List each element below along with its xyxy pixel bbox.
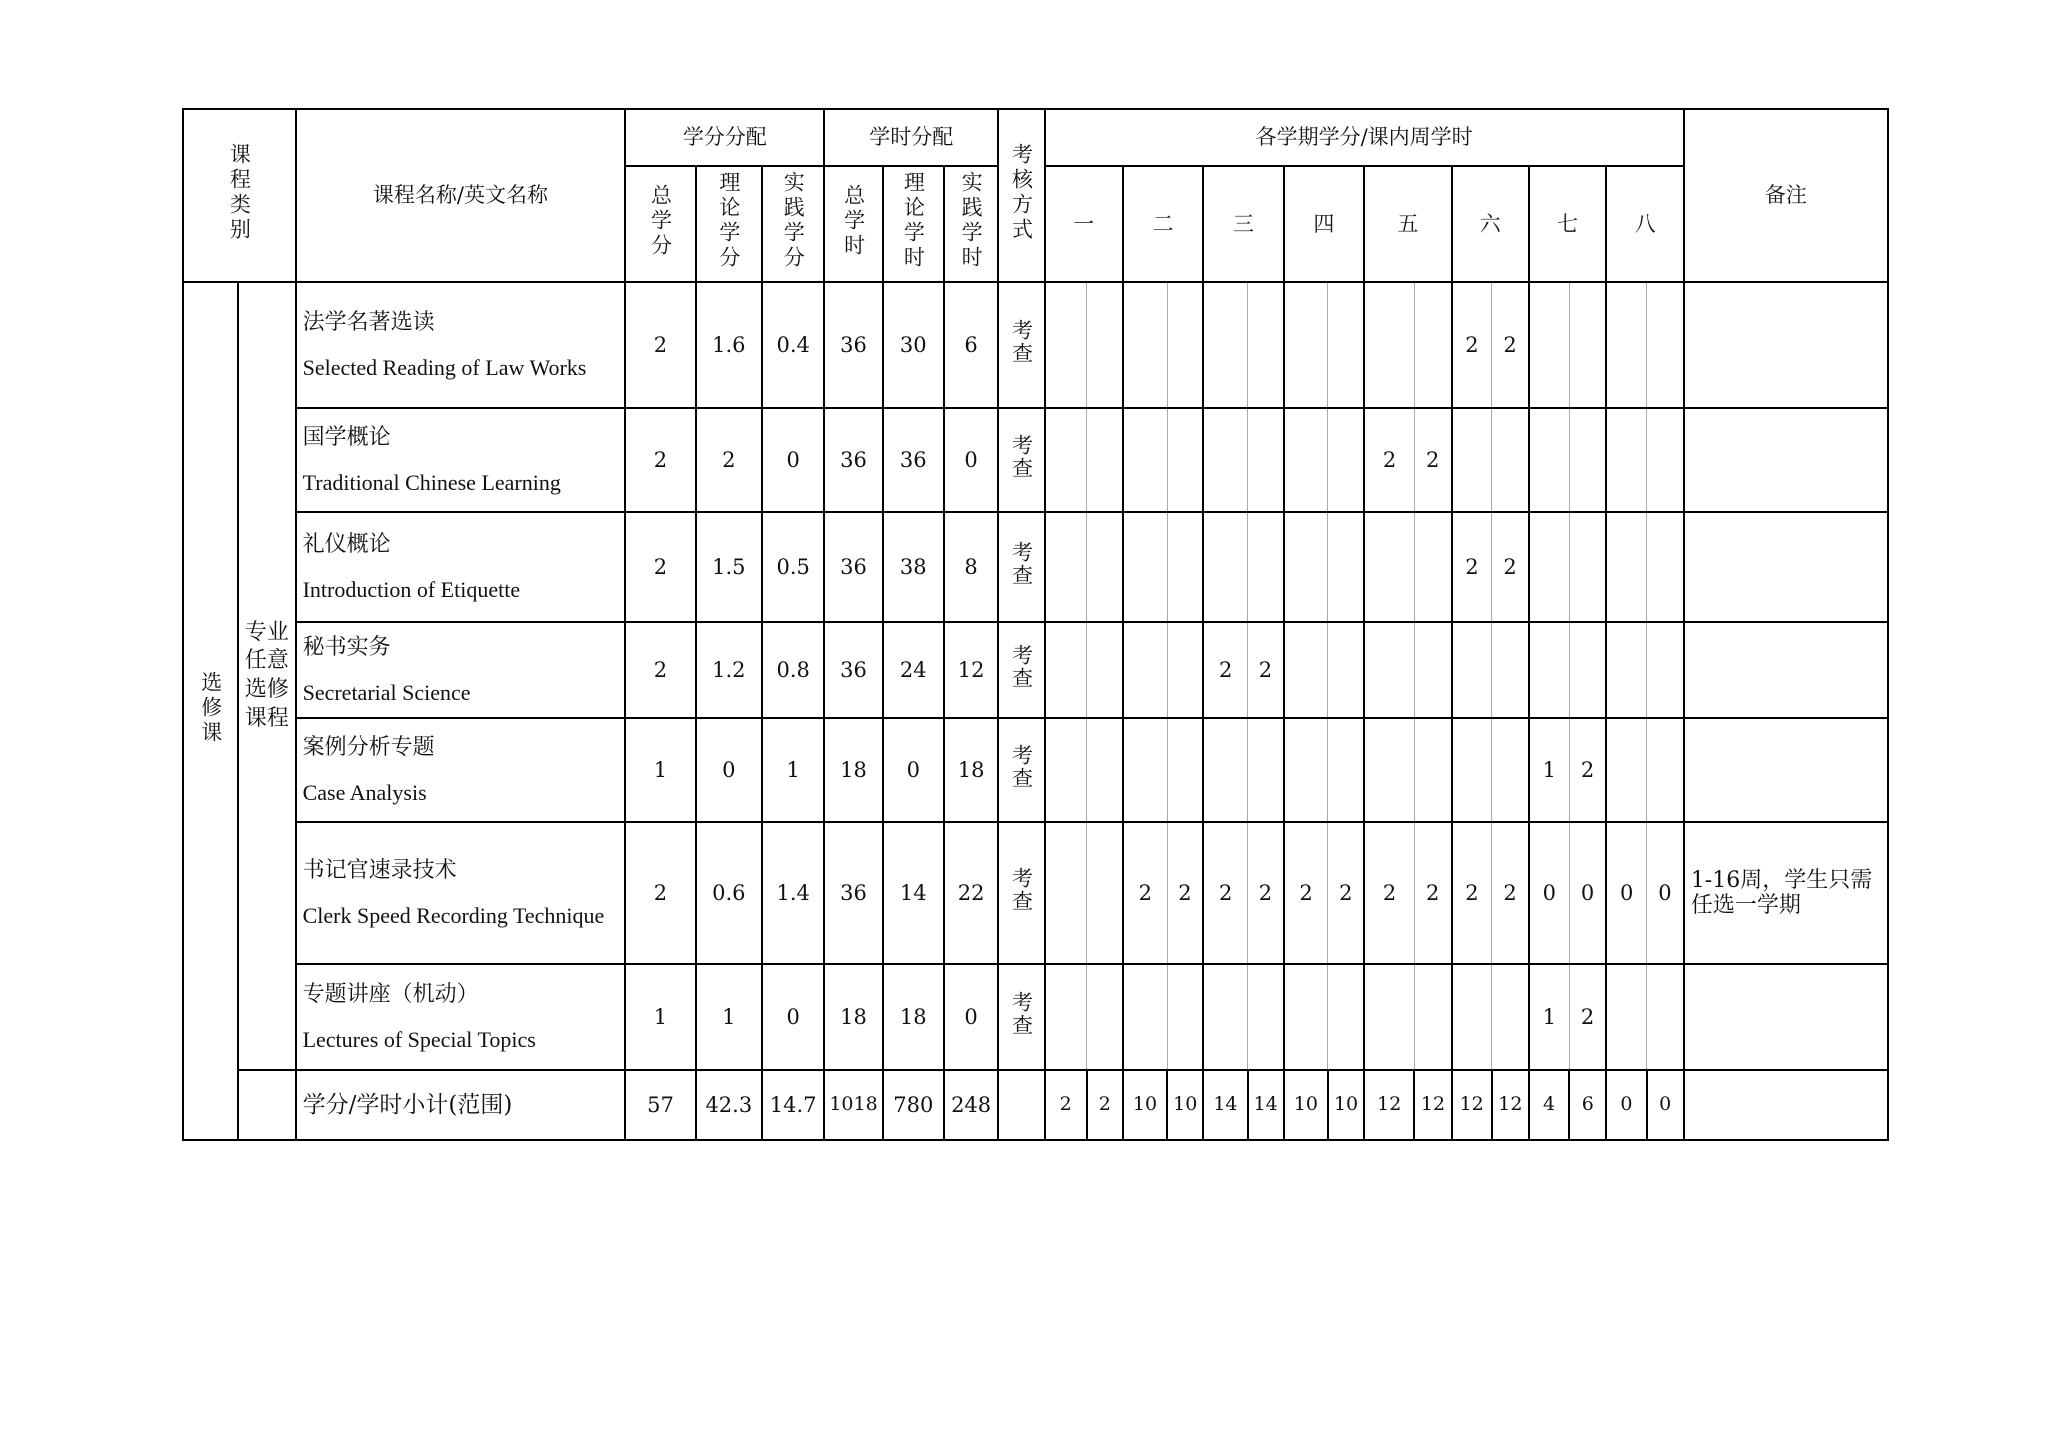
- semester-cell: [1045, 718, 1087, 822]
- course-plan-table: [182, 108, 1889, 1141]
- semester-cell: [1569, 512, 1606, 622]
- total-semester-cell: 14: [1248, 1070, 1284, 1140]
- credit-cell: 0: [762, 964, 824, 1070]
- course-name-cn: 法学名著选读: [302, 309, 435, 335]
- course-name-cell: [296, 408, 626, 512]
- course-name-cn: 案例分析专题: [302, 734, 435, 760]
- semester-cell: 2: [1452, 282, 1492, 408]
- semester-cell: [1123, 964, 1167, 1070]
- semester-cell: [1203, 282, 1247, 408]
- semester-cell: [1647, 622, 1684, 718]
- semester-cell: [1647, 408, 1684, 512]
- total-semester-cell: 2: [1045, 1070, 1087, 1140]
- semester-cell: [1452, 622, 1492, 718]
- credit-cell: 1: [625, 964, 695, 1070]
- semester-cell: 2: [1414, 408, 1451, 512]
- semester-cell: 2: [1414, 822, 1451, 964]
- semester-cell: [1364, 964, 1414, 1070]
- exam-mode-header: 考核方式: [998, 109, 1044, 282]
- hour-cell: 36: [824, 622, 882, 718]
- semester-cell: [1452, 408, 1492, 512]
- semester-cell: 0: [1647, 822, 1684, 964]
- semester-cell: [1328, 964, 1364, 1070]
- hour-cell: 36: [883, 408, 944, 512]
- semester-cell: 0: [1529, 822, 1569, 964]
- exam-cell: 考查: [998, 822, 1044, 964]
- semester-cell: [1123, 512, 1167, 622]
- total-semester-cell: 12: [1364, 1070, 1414, 1140]
- semester-cell: [1284, 282, 1328, 408]
- exam-cell: 考查: [998, 512, 1044, 622]
- semester-cell: [1328, 718, 1364, 822]
- credit-cell: 2: [625, 512, 695, 622]
- semester-cell: [1203, 718, 1247, 822]
- remarks-header: 备注: [1684, 109, 1888, 282]
- semester-7-header: 七: [1529, 166, 1606, 282]
- semester-cell: 2: [1492, 282, 1529, 408]
- semester-cell: [1452, 964, 1492, 1070]
- total-semester-cell: 10: [1328, 1070, 1364, 1140]
- semester-cell: [1167, 512, 1203, 622]
- semester-cell: [1647, 282, 1684, 408]
- semester-cell: 2: [1203, 822, 1247, 964]
- remarks-cell: 1-16周，学生只需任选一学期: [1684, 822, 1888, 964]
- hour-cell: 24: [883, 622, 944, 718]
- semester-cell: [1167, 408, 1203, 512]
- credit-col-header: 总学分: [625, 166, 695, 282]
- semester-cell: [1123, 718, 1167, 822]
- course-row: [183, 622, 1888, 718]
- total-exam-cell: [998, 1070, 1044, 1140]
- category-sub-empty: [238, 1070, 295, 1140]
- total-semester-cell: 4: [1529, 1070, 1569, 1140]
- semester-cell: 2: [1569, 964, 1606, 1070]
- semester-cell: 2: [1452, 512, 1492, 622]
- semester-cell: [1529, 282, 1569, 408]
- credit-cell: 1.4: [762, 822, 824, 964]
- semester-cell: [1647, 718, 1684, 822]
- remarks-cell: [1684, 282, 1888, 408]
- semester-cell: [1284, 718, 1328, 822]
- semester-cell: [1492, 964, 1529, 1070]
- course-row: [183, 282, 1888, 408]
- course-name-cn: 秘书实务: [302, 634, 391, 660]
- semester-cell: 0: [1606, 822, 1646, 964]
- semester-cell: 1: [1529, 718, 1569, 822]
- total-semester-cell: 0: [1647, 1070, 1684, 1140]
- credit-cell: 0.4: [762, 282, 824, 408]
- total-label: 学分/学时小计(范围): [296, 1070, 626, 1140]
- course-name-cn: 书记官速录技术: [302, 857, 457, 883]
- semester-cell: [1045, 408, 1087, 512]
- semester-cell: [1045, 622, 1087, 718]
- semester-cell: 2: [1284, 822, 1328, 964]
- hour-cell: 18: [883, 964, 944, 1070]
- semester-cell: [1123, 282, 1167, 408]
- semester-cell: 2: [1492, 822, 1529, 964]
- course-name-cn: 专题讲座（机动）: [302, 981, 479, 1007]
- semester-cell: [1606, 622, 1646, 718]
- semester-cell: 2: [1452, 822, 1492, 964]
- credit-col-header: 实践学分: [762, 166, 824, 282]
- credit-cell: 0.6: [696, 822, 762, 964]
- course-name-en: Introduction of Etiquette: [302, 577, 521, 602]
- credit-cell: 1: [762, 718, 824, 822]
- remarks-cell: [1684, 512, 1888, 622]
- hour-cell: 18: [944, 718, 998, 822]
- total-credit-cell: 14.7: [762, 1070, 824, 1140]
- semester-cell: [1284, 622, 1328, 718]
- course-name-cell: [296, 512, 626, 622]
- hour-cell: 18: [824, 964, 882, 1070]
- total-semester-cell: 2: [1087, 1070, 1123, 1140]
- total-semester-cell: 12: [1414, 1070, 1451, 1140]
- semester-header: 各学期学分/课内周学时: [1045, 109, 1684, 166]
- course-row: [183, 822, 1888, 964]
- course-name-cn: 国学概论: [302, 424, 391, 450]
- semester-cell: [1248, 718, 1284, 822]
- semester-3-header: 三: [1203, 166, 1283, 282]
- credit-cell: 2: [625, 622, 695, 718]
- semester-cell: 2: [1123, 822, 1167, 964]
- semester-cell: 2: [1364, 408, 1414, 512]
- course-name-cell: [296, 822, 626, 964]
- course-name-en: Traditional Chinese Learning: [302, 470, 561, 495]
- semester-cell: [1569, 282, 1606, 408]
- semester-cell: 2: [1492, 512, 1529, 622]
- hour-cell: 0: [944, 408, 998, 512]
- total-semester-cell: 10: [1284, 1070, 1328, 1140]
- semester-cell: [1123, 622, 1167, 718]
- semester-cell: [1167, 718, 1203, 822]
- total-semester-cell: 14: [1203, 1070, 1247, 1140]
- semester-cell: 2: [1167, 822, 1203, 964]
- course-row: [183, 512, 1888, 622]
- semester-5-header: 五: [1364, 166, 1451, 282]
- semester-cell: [1364, 622, 1414, 718]
- semester-cell: [1414, 512, 1451, 622]
- course-name-en: Secretarial Science: [302, 680, 471, 705]
- semester-cell: 1: [1529, 964, 1569, 1070]
- course-name-header: 课程名称/英文名称: [296, 109, 626, 282]
- hour-cell: 36: [824, 822, 882, 964]
- semester-cell: 2: [1248, 822, 1284, 964]
- exam-cell: 考查: [998, 718, 1044, 822]
- semester-8-header: 八: [1606, 166, 1683, 282]
- semester-cell: [1364, 512, 1414, 622]
- total-semester-cell: 0: [1606, 1070, 1646, 1140]
- total-remarks-cell: [1684, 1070, 1888, 1140]
- total-semester-cell: 6: [1569, 1070, 1606, 1140]
- remarks-cell: [1684, 718, 1888, 822]
- course-name-en: Selected Reading of Law Works: [302, 355, 587, 380]
- semester-cell: [1328, 622, 1364, 718]
- semester-cell: [1248, 408, 1284, 512]
- exam-cell: 考查: [998, 282, 1044, 408]
- semester-cell: [1529, 408, 1569, 512]
- hour-cell: 8: [944, 512, 998, 622]
- semester-cell: [1167, 964, 1203, 1070]
- semester-cell: 2: [1569, 718, 1606, 822]
- credit-cell: 1.2: [696, 622, 762, 718]
- remarks-cell: [1684, 622, 1888, 718]
- course-row: [183, 718, 1888, 822]
- semester-2-header: 二: [1123, 166, 1203, 282]
- semester-cell: [1529, 622, 1569, 718]
- credit-alloc-header: 学分分配: [625, 109, 824, 166]
- course-name-en: Case Analysis: [302, 780, 427, 805]
- semester-cell: 2: [1203, 622, 1247, 718]
- semester-cell: [1414, 622, 1451, 718]
- hour-cell: 18: [824, 718, 882, 822]
- course-name-en: Clerk Speed Recording Technique: [302, 903, 605, 928]
- remarks-cell: [1684, 408, 1888, 512]
- semester-cell: 2: [1364, 822, 1414, 964]
- credit-cell: 0: [762, 408, 824, 512]
- course-name-en: Lectures of Special Topics: [302, 1027, 536, 1052]
- credit-cell: 0: [696, 718, 762, 822]
- category-header: 课程类别: [183, 109, 296, 282]
- exam-cell: 考查: [998, 964, 1044, 1070]
- semester-cell: [1167, 622, 1203, 718]
- semester-4-header: 四: [1284, 166, 1364, 282]
- semester-1-header: 一: [1045, 166, 1123, 282]
- semester-cell: [1569, 622, 1606, 718]
- semester-cell: [1529, 512, 1569, 622]
- credit-cell: 2: [625, 282, 695, 408]
- semester-cell: [1492, 718, 1529, 822]
- semester-cell: [1045, 964, 1087, 1070]
- category-sub: 专业任意选修课程: [238, 282, 295, 1070]
- hour-col-header: 总学时: [824, 166, 882, 282]
- course-name-cell: [296, 964, 626, 1070]
- course-name-cell: [296, 718, 626, 822]
- course-name-cell: [296, 282, 626, 408]
- semester-cell: [1414, 718, 1451, 822]
- semester-cell: [1045, 822, 1087, 964]
- semester-cell: [1606, 964, 1646, 1070]
- semester-cell: [1328, 408, 1364, 512]
- hour-col-header: 实践学时: [944, 166, 998, 282]
- total-semester-cell: 12: [1492, 1070, 1529, 1140]
- hour-alloc-header: 学时分配: [824, 109, 998, 166]
- hour-cell: 30: [883, 282, 944, 408]
- semester-cell: [1492, 408, 1529, 512]
- credit-cell: 0.8: [762, 622, 824, 718]
- category-main: 选修课: [183, 282, 238, 1140]
- semester-cell: [1045, 512, 1087, 622]
- semester-cell: [1606, 718, 1646, 822]
- exam-cell: 考查: [998, 408, 1044, 512]
- total-row: [183, 1070, 1888, 1140]
- remarks-cell: [1684, 964, 1888, 1070]
- total-hour-cell: 248: [944, 1070, 998, 1140]
- hour-cell: 36: [824, 282, 882, 408]
- semester-cell: [1492, 622, 1529, 718]
- semester-cell: [1087, 408, 1123, 512]
- semester-cell: [1284, 964, 1328, 1070]
- semester-cell: 2: [1328, 822, 1364, 964]
- hour-cell: 14: [883, 822, 944, 964]
- total-semester-cell: 10: [1167, 1070, 1203, 1140]
- course-name-cn: 礼仪概论: [302, 531, 391, 557]
- semester-cell: [1284, 512, 1328, 622]
- total-credit-cell: 42.3: [696, 1070, 762, 1140]
- semester-cell: [1087, 512, 1123, 622]
- semester-cell: [1328, 512, 1364, 622]
- credit-cell: 1: [696, 964, 762, 1070]
- semester-cell: [1452, 718, 1492, 822]
- hour-cell: 36: [824, 512, 882, 622]
- semester-cell: [1647, 964, 1684, 1070]
- semester-cell: [1328, 282, 1364, 408]
- semester-cell: 0: [1569, 822, 1606, 964]
- hour-cell: 0: [883, 718, 944, 822]
- hour-cell: 6: [944, 282, 998, 408]
- semester-cell: [1203, 964, 1247, 1070]
- credit-cell: 0.5: [762, 512, 824, 622]
- semester-cell: [1167, 282, 1203, 408]
- semester-cell: [1364, 282, 1414, 408]
- total-credit-cell: 57: [625, 1070, 695, 1140]
- total-hour-cell: 1018: [824, 1070, 882, 1140]
- semester-cell: [1606, 408, 1646, 512]
- total-hour-cell: 780: [883, 1070, 944, 1140]
- course-name-cell: [296, 622, 626, 718]
- total-semester-cell: 10: [1123, 1070, 1167, 1140]
- credit-cell: 1: [625, 718, 695, 822]
- hour-cell: 12: [944, 622, 998, 718]
- credit-cell: 2: [696, 408, 762, 512]
- credit-cell: 2: [625, 408, 695, 512]
- semester-cell: [1414, 964, 1451, 1070]
- hour-cell: 38: [883, 512, 944, 622]
- semester-cell: [1647, 512, 1684, 622]
- credit-col-header: 理论学分: [696, 166, 762, 282]
- semester-cell: [1087, 718, 1123, 822]
- semester-cell: [1087, 622, 1123, 718]
- credit-cell: 1.5: [696, 512, 762, 622]
- semester-cell: [1123, 408, 1167, 512]
- semester-cell: [1087, 282, 1123, 408]
- hour-cell: 36: [824, 408, 882, 512]
- semester-cell: [1284, 408, 1328, 512]
- credit-cell: 2: [625, 822, 695, 964]
- course-row: [183, 964, 1888, 1070]
- semester-cell: [1606, 512, 1646, 622]
- hour-cell: 22: [944, 822, 998, 964]
- course-row: [183, 408, 1888, 512]
- semester-cell: [1364, 718, 1414, 822]
- semester-cell: [1248, 512, 1284, 622]
- semester-cell: [1087, 964, 1123, 1070]
- semester-cell: [1203, 408, 1247, 512]
- exam-cell: 考查: [998, 622, 1044, 718]
- semester-cell: [1045, 282, 1087, 408]
- semester-cell: 2: [1248, 622, 1284, 718]
- semester-cell: [1248, 964, 1284, 1070]
- semester-cell: [1248, 282, 1284, 408]
- hour-cell: 0: [944, 964, 998, 1070]
- total-semester-cell: 12: [1452, 1070, 1492, 1140]
- hour-col-header: 理论学时: [883, 166, 944, 282]
- credit-cell: 1.6: [696, 282, 762, 408]
- semester-cell: [1414, 282, 1451, 408]
- semester-cell: [1087, 822, 1123, 964]
- semester-cell: [1606, 282, 1646, 408]
- semester-cell: [1569, 408, 1606, 512]
- semester-6-header: 六: [1452, 166, 1529, 282]
- semester-cell: [1203, 512, 1247, 622]
